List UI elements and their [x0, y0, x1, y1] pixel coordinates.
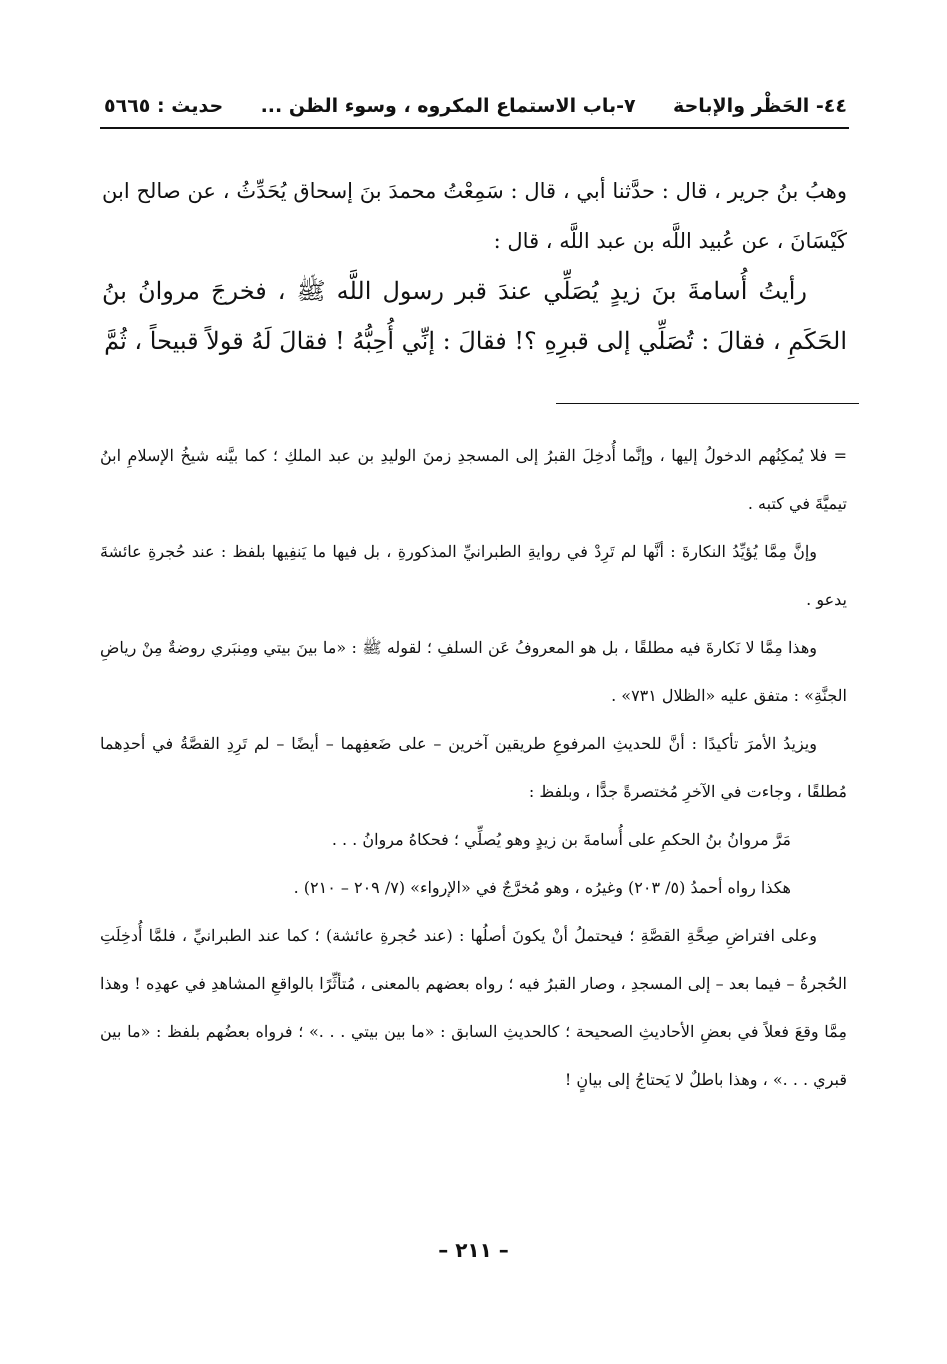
hadith-number: حديث : ٥٦٦٥: [104, 95, 224, 117]
footnotes: [100, 432, 847, 1104]
page-header: [104, 88, 847, 124]
isnad-paragraph: وهبُ بنُ جرير ، قال : حدَّثنا أبي ، قال : سَمِعْتُ محمدَ بنَ إسحاق يُحَدِّثُ ، عن صالح ابن كَيْسَانَ ، عن عُبيد اللَّه بن عبد اللَّه ، قال :: [102, 179, 847, 253]
footnote-separator: [556, 403, 859, 404]
matn-paragraph: رأيتُ أُسامةَ بنَ زيدٍ يُصَلِّي عندَ قبر رسول اللَّه ﷺ ، فخرجَ مروانُ بنُ الحَكَمِ ، فقالَ : تُصَلِّي إلى قبرِهِ ؟! فقالَ : إنِّي أُحِبُّهُ ! فقالَ لَهُ قولاً قبيحاً ، ثُمَّ: [102, 277, 847, 355]
footnote-paragraph: = فلا يُمكِنُهم الدخولُ إليها ، وإنَّما أُدخِلَ القبرُ إلى المسجدِ زمنَ الوليدِ بن عبد الملكِ ؛ كما بيَّنه شيخُ الإسلامِ ابنُ تيميَّةَ في كتبه .: [100, 446, 847, 513]
footnote-paragraph: ويزيدُ الأمرَ تأكيدًا : أنَّ للحديثِ المرفوعِ طريقين آخرين – على ضَعفِهما – أيضًا – لم تَرِدِ القصَّةُ في أحدِهما مُطلقًا ، وجاءت في الآخرِ مُختصرةً جدًّا ، وبلفظ :: [100, 734, 847, 801]
header-rule: [100, 127, 849, 129]
footnote-citation: هكذا رواه أحمدُ (٥/ ٢٠٣) وغيرُه ، وهو مُخرَّجٌ في «الإرواء» (٧/ ٢٠٩ – ٢١٠) .: [293, 878, 791, 897]
page-number: – ٢١١ –: [438, 1238, 509, 1262]
footnote-paragraph: وعلى افتراضِ صِحَّةِ القصَّةِ ؛ فيحتملُ أنْ يكونَ أصلُها : (عند حُجرةِ عائشة) ؛ كما عند الطبرانيِّ ، فلمَّا أُدخِلَتِ الحُجرةُ – فيما بعد – إلى المسجدِ ، وصار القبرُ فيه ؛ رواه بعضهم بالمعنى ، مُتأثِّرًا بالواقعِ المشاهدِ في عهدِه ! وهذا مِمَّا وقعَ فعلاً في بعضِ الأحاديثِ الصحيحة ؛ كالحديثِ السابق : «ما بين بيتي . . .» ؛ فرواه بعضُهم بلفظ : «ما بين قبري . . .» ، وهذا باطلٌ لا يَحتاجُ إلى بيانٍ !: [100, 926, 848, 1089]
footnote-quote: مَرَّ مروانُ بنُ الحكمِ على أُسامةَ بن زيدٍ وهو يُصلِّي ؛ فحكاهُ مروانُ . . .: [331, 830, 791, 849]
footnote-paragraph: وهذا مِمَّا لا نَكارةَ فيه مطلقًا ، بل هو المعروفُ عَن السلفِ ؛ لقوله ﷺ : «ما بينَ بيتي ومِنبَري روضةٌ مِنْ رياضِ الجنَّةِ» : متفق عليه «الظلال ٧٣١» .: [100, 638, 847, 705]
main-text: [102, 166, 847, 366]
footnote-paragraph: وإنَّ مِمَّا يُؤيِّدُ النكارةَ : أنَّها لم تَرِدْ في روايةِ الطبرانيِّ المذكورةِ ، بل فيها ما يَنفِيها بلفظ : عند حُجرةِ عائشةَ يدعو .: [100, 542, 847, 609]
section-title: ٧-باب الاستماع المكروه ، وسوء الظن ...: [260, 95, 636, 117]
chapter-title: ٤٤- الحَظْر والإباحة: [673, 95, 847, 117]
